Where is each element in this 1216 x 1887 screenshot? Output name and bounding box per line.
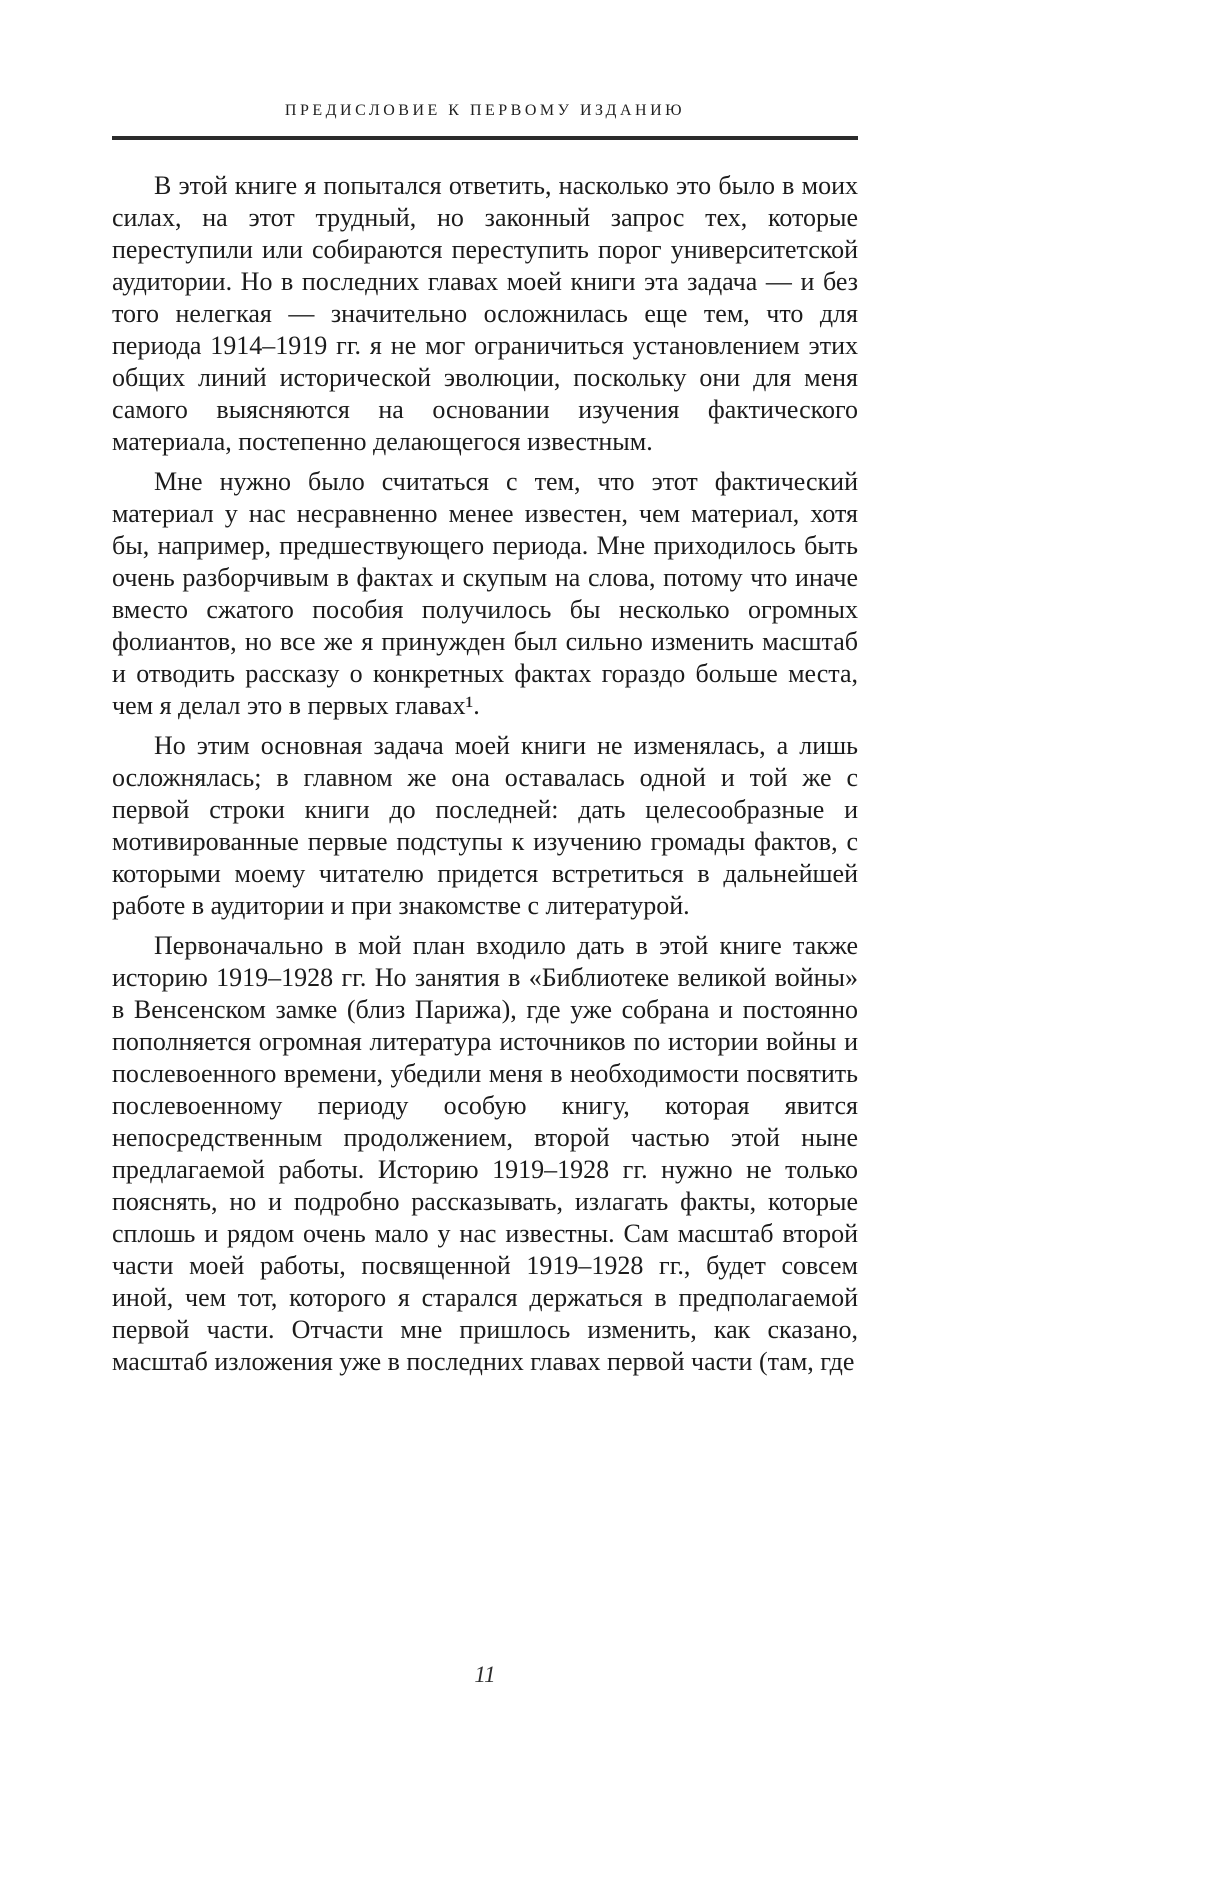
text-block [112, 0, 858, 1386]
paragraph: Мне нужно было считаться с тем, что этот фактический материал у нас несравненно менее известен, чем материал, хотя бы, например, предшествующего периода. Мне приходилось быть очень разборчивым в фактах и скупым на слова, потому что иначе вместо сжатого пособия получилось бы несколько огромных фолиантов, но все же я принужден был сильно изменить масштаб и отводить рассказу о конкретных фактах гораздо больше места, чем я делал это в первых главах¹. [112, 467, 858, 720]
running-head: ПРЕДИСЛОВИЕ К ПЕРВОМУ ИЗДАНИЮ [284, 102, 686, 119]
header-rule [112, 136, 858, 140]
paragraph: Первоначально в мой план входило дать в этой книге также историю 1919–1928 гг. Но занятия в «Библиотеке великой войны» в Венсенском замке (близ Парижа), где уже собрана и постоянно пополняется огромная литература источников по истории войны и послевоенного времени, убедили меня в необходимости посвятить послевоенному периоду особую книгу, которая явится непосредственным продолжением, второй частью этой ныне предлагаемой работы. Историю 1919–1928 гг. нужно не только пояснять, но и подробно рассказывать, излагать факты, которые сплошь и рядом очень мало у нас известны. Сам масштаб второй части моей работы, посвященной 1919–1928 гг., будет совсем иной, чем тот, которого я старался держаться в предполагаемой первой части. Отчасти мне пришлось изменить, как сказано, масштаб изложения уже в последних главах первой части (там, где [112, 931, 858, 1376]
paragraph: В этой книге я попытался ответить, насколько это было в моих силах, на этот трудный, но законный запрос тех, которые переступили или собираются переступить порог университетской аудитории. Но в последних главах моей книги эта задача — и без того нелегкая — значительно осложнилась еще тем, что для периода 1914–1919 гг. я не мог ограничиться установлением этих общих линий исторической эволюции, поскольку они для меня самого выясняются на основании изучения фактического материала, постепенно делающегося известным. [112, 171, 858, 456]
body-text [112, 170, 858, 1378]
page-number: 11 [474, 1662, 496, 1687]
paragraph: Но этим основная задача моей книги не изменялась, а лишь осложнялась; в главном же она оставалась одной и той же с первой строки книги до последней: дать целесообразные и мотивированные первые подступы к изучению громады фактов, с которыми моему читателю придется встретиться в дальнейшей работе в аудитории и при знакомстве с литературой. [112, 731, 858, 920]
